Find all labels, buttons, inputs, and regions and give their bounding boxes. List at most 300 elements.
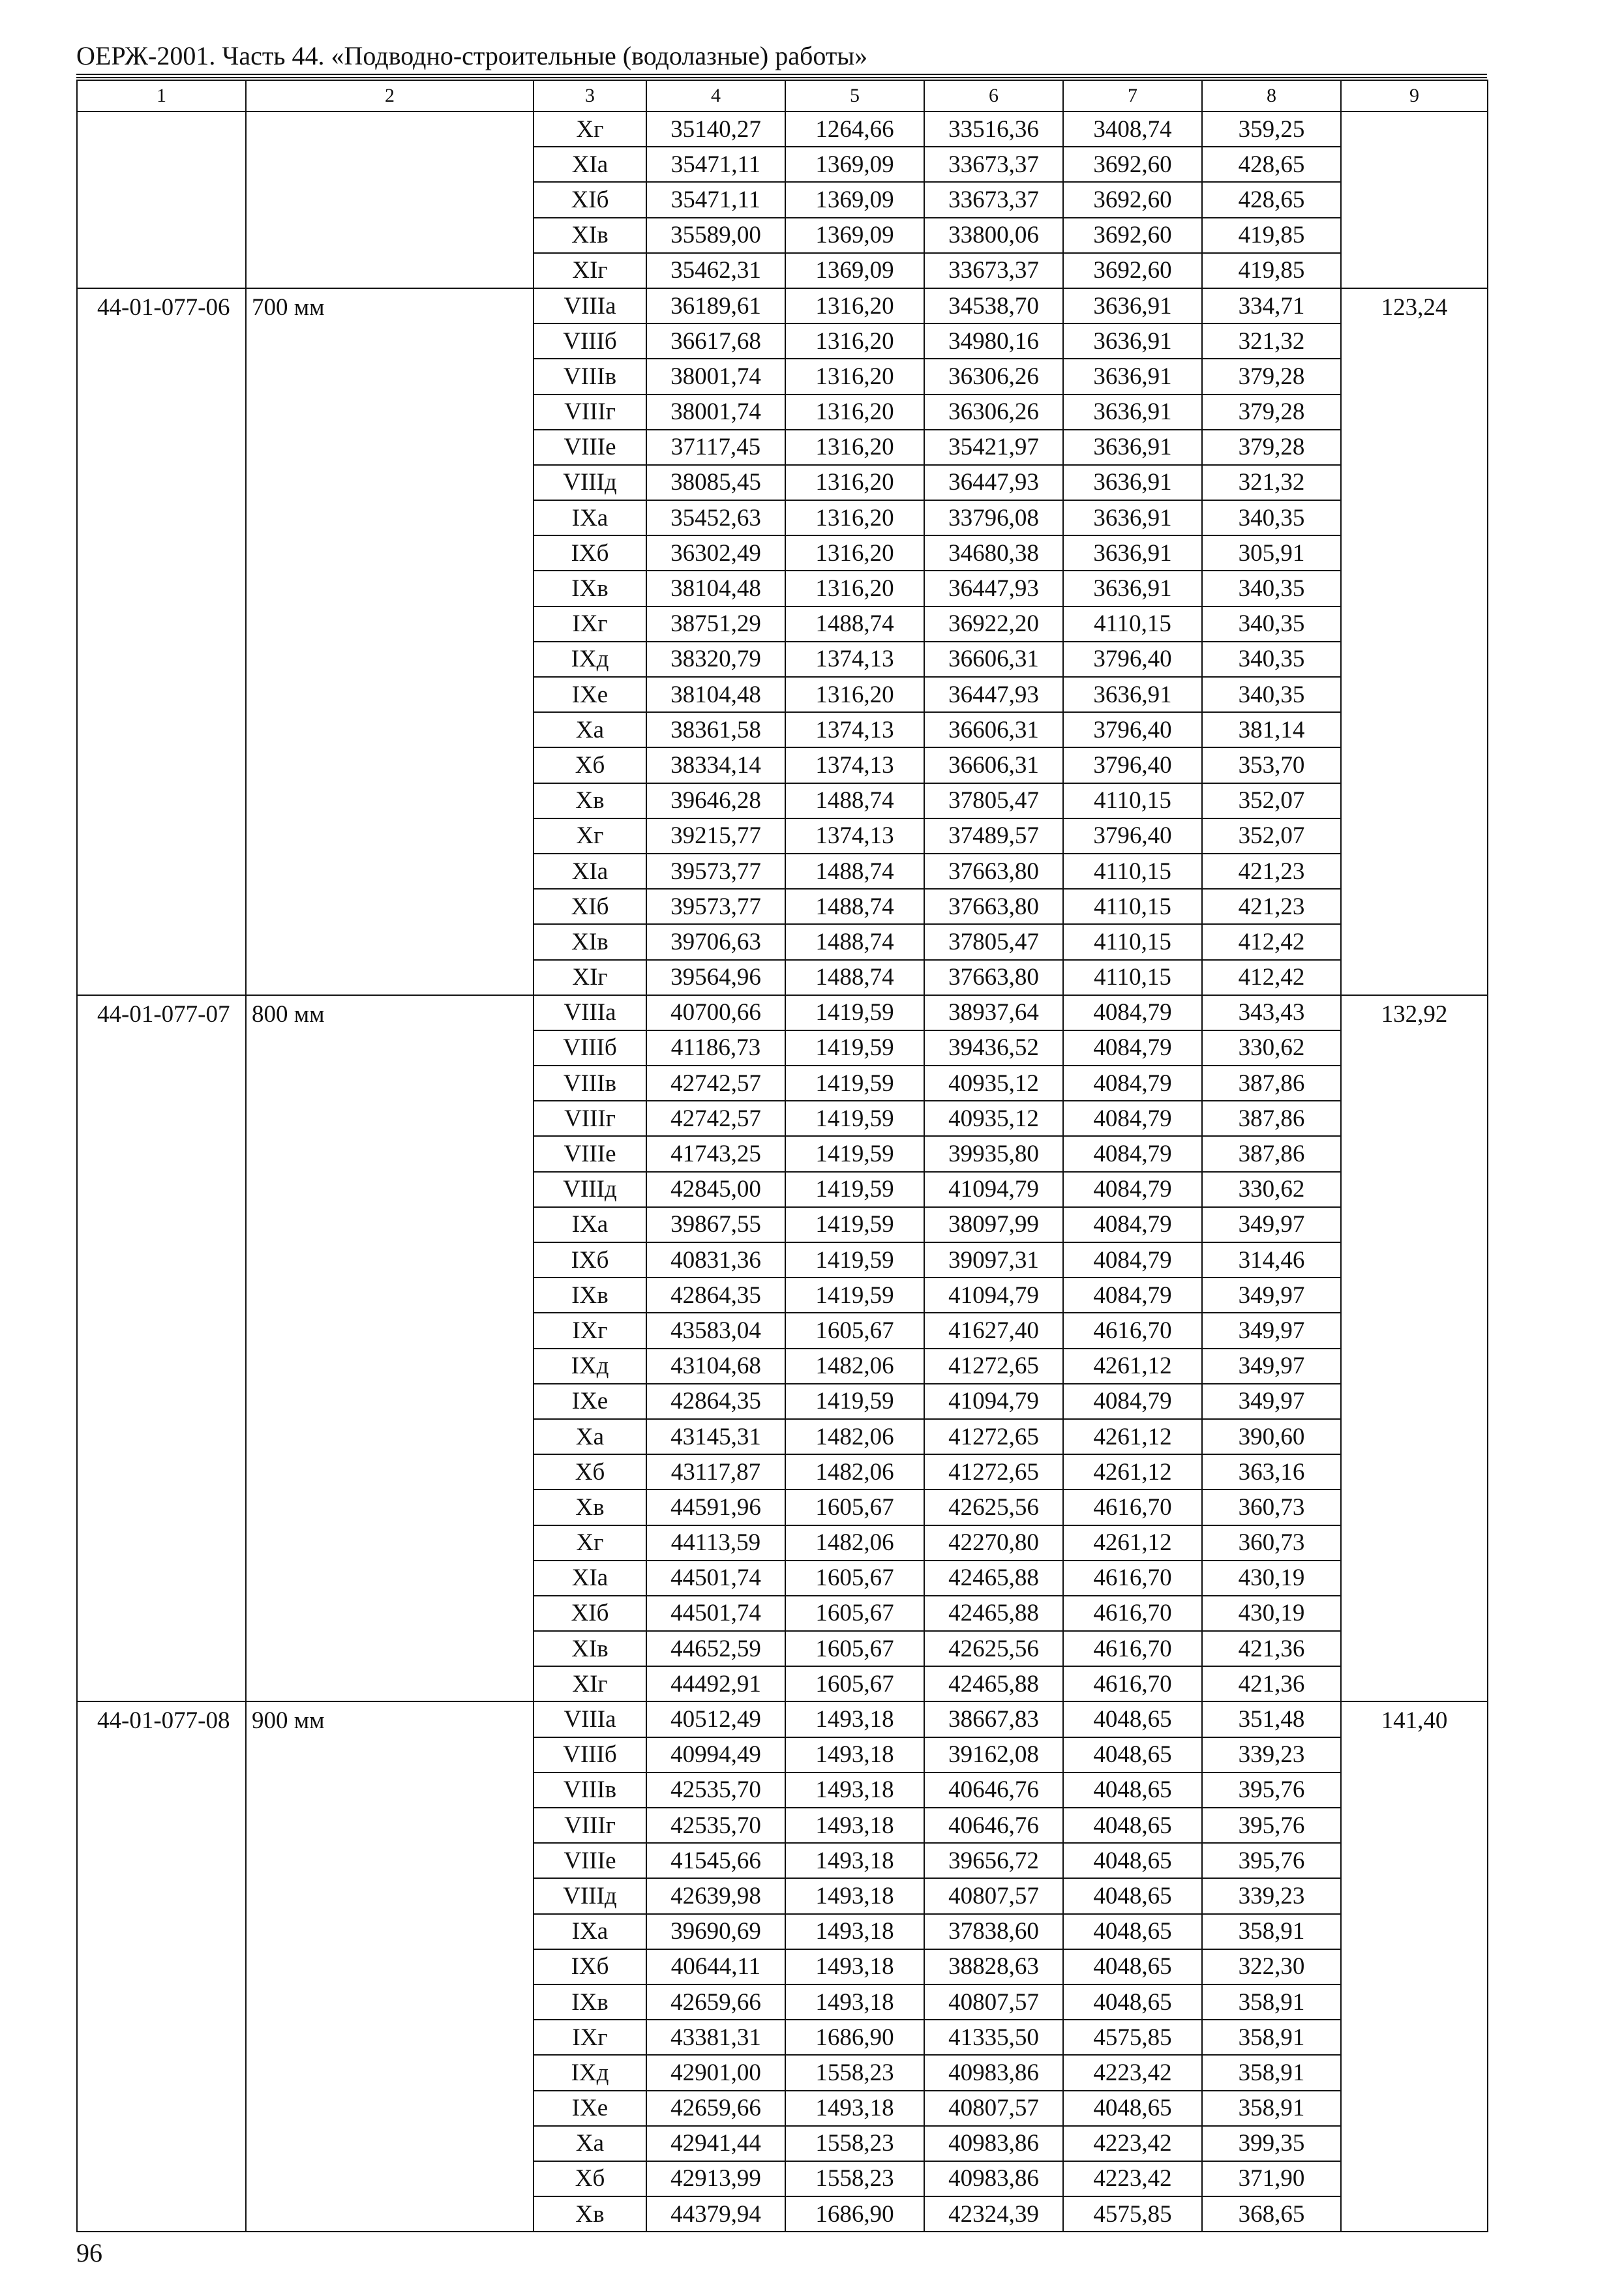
wages-cell: 1374,13 bbox=[785, 818, 924, 854]
materials-cell: 371,90 bbox=[1202, 2161, 1341, 2196]
machine-cost-cell: 38937,64 bbox=[924, 995, 1063, 1030]
total-cost-cell: 36617,68 bbox=[646, 323, 785, 359]
machine-cost-cell: 42625,56 bbox=[924, 1489, 1063, 1525]
wages-cell: 1482,06 bbox=[785, 1454, 924, 1489]
wages-cell: 1419,59 bbox=[785, 995, 924, 1030]
wages-cell: 1493,18 bbox=[785, 1984, 924, 2020]
operator-wages-cell: 3636,91 bbox=[1063, 677, 1202, 712]
machine-cost-cell: 42465,88 bbox=[924, 1561, 1063, 1596]
materials-cell: 349,97 bbox=[1202, 1313, 1341, 1348]
materials-cell: 421,23 bbox=[1202, 889, 1341, 924]
wages-cell: 1374,13 bbox=[785, 747, 924, 783]
materials-cell: 387,86 bbox=[1202, 1136, 1341, 1171]
zone-cell: VIIIг bbox=[534, 1808, 646, 1843]
materials-cell: 358,91 bbox=[1202, 2055, 1341, 2090]
total-cost-cell: 43117,87 bbox=[646, 1454, 785, 1489]
zone-cell: VIIIд bbox=[534, 465, 646, 500]
column-number: 7 bbox=[1063, 80, 1202, 112]
operator-wages-cell: 3796,40 bbox=[1063, 642, 1202, 677]
operator-wages-cell: 3796,40 bbox=[1063, 818, 1202, 854]
zone-cell: IXд bbox=[534, 2055, 646, 2090]
wages-cell: 1493,18 bbox=[785, 1914, 924, 1949]
total-cost-cell: 42535,70 bbox=[646, 1808, 785, 1843]
machine-cost-cell: 36447,93 bbox=[924, 571, 1063, 606]
machine-cost-cell: 41094,79 bbox=[924, 1172, 1063, 1207]
machine-cost-cell: 40983,86 bbox=[924, 2161, 1063, 2196]
operator-wages-cell: 4110,15 bbox=[1063, 854, 1202, 889]
wages-cell: 1316,20 bbox=[785, 571, 924, 606]
total-cost-cell: 41545,66 bbox=[646, 1843, 785, 1878]
machine-cost-cell: 40983,86 bbox=[924, 2126, 1063, 2161]
wages-cell: 1488,74 bbox=[785, 606, 924, 642]
wages-cell: 1558,23 bbox=[785, 2161, 924, 2196]
zone-cell: VIIIе bbox=[534, 430, 646, 465]
operator-wages-cell: 4575,85 bbox=[1063, 2020, 1202, 2055]
wages-cell: 1686,90 bbox=[785, 2196, 924, 2232]
materials-cell: 340,35 bbox=[1202, 606, 1341, 642]
materials-cell: 379,28 bbox=[1202, 430, 1341, 465]
operator-wages-cell: 3636,91 bbox=[1063, 288, 1202, 323]
machine-cost-cell: 34538,70 bbox=[924, 288, 1063, 323]
operator-wages-cell: 4048,65 bbox=[1063, 1737, 1202, 1773]
total-cost-cell: 42659,66 bbox=[646, 1984, 785, 2020]
operator-wages-cell: 4084,79 bbox=[1063, 1030, 1202, 1066]
total-cost-cell: 37117,45 bbox=[646, 430, 785, 465]
materials-cell: 349,97 bbox=[1202, 1207, 1341, 1242]
wages-cell: 1369,09 bbox=[785, 182, 924, 217]
wages-cell: 1419,59 bbox=[785, 1136, 924, 1171]
machine-cost-cell: 37663,80 bbox=[924, 854, 1063, 889]
operator-wages-cell: 4110,15 bbox=[1063, 783, 1202, 818]
wages-cell: 1316,20 bbox=[785, 430, 924, 465]
materials-cell: 352,07 bbox=[1202, 783, 1341, 818]
zone-cell: VIIIг bbox=[534, 1101, 646, 1136]
materials-cell: 343,43 bbox=[1202, 995, 1341, 1030]
machine-cost-cell: 40807,57 bbox=[924, 1984, 1063, 2020]
materials-cell: 428,65 bbox=[1202, 147, 1341, 182]
total-cost-cell: 40831,36 bbox=[646, 1242, 785, 1278]
operator-wages-cell: 4048,65 bbox=[1063, 1773, 1202, 1808]
machine-cost-cell: 37805,47 bbox=[924, 783, 1063, 818]
zone-cell: IXв bbox=[534, 1984, 646, 2020]
table-row bbox=[77, 288, 1488, 323]
operator-wages-cell: 4084,79 bbox=[1063, 995, 1202, 1030]
total-cost-cell: 40994,49 bbox=[646, 1737, 785, 1773]
wages-cell: 1493,18 bbox=[785, 1701, 924, 1737]
zone-cell: IXб bbox=[534, 1949, 646, 1984]
operator-wages-cell: 4084,79 bbox=[1063, 1066, 1202, 1101]
machine-cost-cell: 33800,06 bbox=[924, 218, 1063, 253]
zone-cell: Xб bbox=[534, 1454, 646, 1489]
machine-cost-cell: 40935,12 bbox=[924, 1066, 1063, 1101]
zone-cell: XIг bbox=[534, 253, 646, 288]
machine-cost-cell: 33796,08 bbox=[924, 500, 1063, 535]
materials-cell: 358,91 bbox=[1202, 2091, 1341, 2126]
materials-cell: 349,97 bbox=[1202, 1384, 1341, 1419]
total-cost-cell: 44652,59 bbox=[646, 1631, 785, 1666]
machine-cost-cell: 42625,56 bbox=[924, 1631, 1063, 1666]
total-cost-cell: 44501,74 bbox=[646, 1596, 785, 1631]
wages-cell: 1482,06 bbox=[785, 1419, 924, 1454]
zone-cell: Xв bbox=[534, 1489, 646, 1525]
wages-cell: 1482,06 bbox=[785, 1525, 924, 1561]
zone-cell: Xг bbox=[534, 112, 646, 147]
total-cost-cell: 42639,98 bbox=[646, 1878, 785, 1913]
zone-cell: Xб bbox=[534, 747, 646, 783]
materials-cell: 419,85 bbox=[1202, 218, 1341, 253]
machine-cost-cell: 37663,80 bbox=[924, 889, 1063, 924]
operator-wages-cell: 3692,60 bbox=[1063, 218, 1202, 253]
operator-wages-cell: 4261,12 bbox=[1063, 1454, 1202, 1489]
zone-cell: Xа bbox=[534, 1419, 646, 1454]
rate-code-cell: 44-01-077-08 bbox=[77, 1701, 246, 2232]
materials-cell: 363,16 bbox=[1202, 1454, 1341, 1489]
zone-cell: VIIIе bbox=[534, 1843, 646, 1878]
total-cost-cell: 35140,27 bbox=[646, 112, 785, 147]
operator-wages-cell: 4084,79 bbox=[1063, 1242, 1202, 1278]
column-number: 2 bbox=[246, 80, 534, 112]
total-cost-cell: 44501,74 bbox=[646, 1561, 785, 1596]
wages-cell: 1264,66 bbox=[785, 112, 924, 147]
zone-cell: IXе bbox=[534, 2091, 646, 2126]
machine-cost-cell: 40807,57 bbox=[924, 1878, 1063, 1913]
total-cost-cell: 42742,57 bbox=[646, 1101, 785, 1136]
operator-wages-cell: 4110,15 bbox=[1063, 889, 1202, 924]
wages-cell: 1374,13 bbox=[785, 642, 924, 677]
rate-name-cell: 800 мм bbox=[246, 995, 534, 1702]
materials-cell: 399,35 bbox=[1202, 2126, 1341, 2161]
operator-wages-cell: 4048,65 bbox=[1063, 1949, 1202, 1984]
zone-cell: IXа bbox=[534, 1914, 646, 1949]
total-cost-cell: 44492,91 bbox=[646, 1666, 785, 1701]
wages-cell: 1493,18 bbox=[785, 1843, 924, 1878]
machine-cost-cell: 40983,86 bbox=[924, 2055, 1063, 2090]
machine-cost-cell: 36922,20 bbox=[924, 606, 1063, 642]
total-cost-cell: 42535,70 bbox=[646, 1773, 785, 1808]
wages-cell: 1493,18 bbox=[785, 1878, 924, 1913]
materials-cell: 379,28 bbox=[1202, 395, 1341, 430]
total-cost-cell: 39646,28 bbox=[646, 783, 785, 818]
total-cost-cell: 42845,00 bbox=[646, 1172, 785, 1207]
column-number: 3 bbox=[534, 80, 646, 112]
machine-cost-cell: 38097,99 bbox=[924, 1207, 1063, 1242]
materials-cell: 395,76 bbox=[1202, 1808, 1341, 1843]
wages-cell: 1605,67 bbox=[785, 1666, 924, 1701]
materials-cell: 339,23 bbox=[1202, 1737, 1341, 1773]
materials-cell: 387,86 bbox=[1202, 1101, 1341, 1136]
total-cost-cell: 41186,73 bbox=[646, 1030, 785, 1066]
materials-cell: 353,70 bbox=[1202, 747, 1341, 783]
table-body bbox=[77, 80, 1488, 2232]
total-cost-cell: 42864,35 bbox=[646, 1278, 785, 1313]
wages-cell: 1605,67 bbox=[785, 1561, 924, 1596]
wages-cell: 1558,23 bbox=[785, 2055, 924, 2090]
operator-wages-cell: 3408,74 bbox=[1063, 112, 1202, 147]
machine-cost-cell: 42270,80 bbox=[924, 1525, 1063, 1561]
operator-wages-cell: 3636,91 bbox=[1063, 395, 1202, 430]
wages-cell: 1419,59 bbox=[785, 1030, 924, 1066]
zone-cell: VIIIв bbox=[534, 359, 646, 394]
materials-cell: 359,25 bbox=[1202, 112, 1341, 147]
wages-cell: 1605,67 bbox=[785, 1313, 924, 1348]
operator-wages-cell: 4084,79 bbox=[1063, 1278, 1202, 1313]
rate-name-cell: 900 мм bbox=[246, 1701, 534, 2232]
materials-cell: 334,71 bbox=[1202, 288, 1341, 323]
zone-cell: IXа bbox=[534, 500, 646, 535]
wages-cell: 1686,90 bbox=[785, 2020, 924, 2055]
machine-cost-cell: 42465,88 bbox=[924, 1666, 1063, 1701]
operator-wages-cell: 4223,42 bbox=[1063, 2055, 1202, 2090]
zone-cell: VIIIа bbox=[534, 288, 646, 323]
materials-cell: 358,91 bbox=[1202, 2020, 1341, 2055]
total-cost-cell: 42901,00 bbox=[646, 2055, 785, 2090]
labor-cost-cell: 123,24 bbox=[1341, 288, 1488, 995]
operator-wages-cell: 4048,65 bbox=[1063, 1843, 1202, 1878]
materials-cell: 321,32 bbox=[1202, 465, 1341, 500]
machine-cost-cell: 41272,65 bbox=[924, 1349, 1063, 1384]
operator-wages-cell: 4084,79 bbox=[1063, 1207, 1202, 1242]
machine-cost-cell: 40646,76 bbox=[924, 1808, 1063, 1843]
materials-cell: 340,35 bbox=[1202, 500, 1341, 535]
total-cost-cell: 39215,77 bbox=[646, 818, 785, 854]
machine-cost-cell: 33673,37 bbox=[924, 182, 1063, 217]
machine-cost-cell: 37663,80 bbox=[924, 960, 1063, 995]
machine-cost-cell: 42324,39 bbox=[924, 2196, 1063, 2232]
materials-cell: 368,65 bbox=[1202, 2196, 1341, 2232]
operator-wages-cell: 4110,15 bbox=[1063, 924, 1202, 959]
wages-cell: 1419,59 bbox=[785, 1207, 924, 1242]
total-cost-cell: 43381,31 bbox=[646, 2020, 785, 2055]
machine-cost-cell: 36606,31 bbox=[924, 642, 1063, 677]
machine-cost-cell: 40935,12 bbox=[924, 1101, 1063, 1136]
wages-cell: 1488,74 bbox=[785, 960, 924, 995]
machine-cost-cell: 36606,31 bbox=[924, 747, 1063, 783]
column-number: 1 bbox=[77, 80, 246, 112]
total-cost-cell: 38320,79 bbox=[646, 642, 785, 677]
wages-cell: 1316,20 bbox=[785, 500, 924, 535]
zone-cell: VIIIб bbox=[534, 1737, 646, 1773]
wages-cell: 1493,18 bbox=[785, 1773, 924, 1808]
materials-cell: 412,42 bbox=[1202, 960, 1341, 995]
total-cost-cell: 35462,31 bbox=[646, 253, 785, 288]
machine-cost-cell: 35421,97 bbox=[924, 430, 1063, 465]
operator-wages-cell: 4084,79 bbox=[1063, 1136, 1202, 1171]
total-cost-cell: 42864,35 bbox=[646, 1384, 785, 1419]
materials-cell: 428,65 bbox=[1202, 182, 1341, 217]
machine-cost-cell: 41094,79 bbox=[924, 1384, 1063, 1419]
machine-cost-cell: 41335,50 bbox=[924, 2020, 1063, 2055]
header-rule bbox=[76, 74, 1487, 75]
operator-wages-cell: 3692,60 bbox=[1063, 147, 1202, 182]
zone-cell: IXд bbox=[534, 642, 646, 677]
rate-code-cell: 44-01-077-06 bbox=[77, 288, 246, 995]
total-cost-cell: 42742,57 bbox=[646, 1066, 785, 1101]
table-row bbox=[77, 1701, 1488, 1737]
operator-wages-cell: 3636,91 bbox=[1063, 323, 1202, 359]
materials-cell: 358,91 bbox=[1202, 1914, 1341, 1949]
operator-wages-cell: 4048,65 bbox=[1063, 2091, 1202, 2126]
operator-wages-cell: 4223,42 bbox=[1063, 2161, 1202, 2196]
total-cost-cell: 43583,04 bbox=[646, 1313, 785, 1348]
materials-cell: 430,19 bbox=[1202, 1561, 1341, 1596]
operator-wages-cell: 4261,12 bbox=[1063, 1419, 1202, 1454]
operator-wages-cell: 4048,65 bbox=[1063, 1808, 1202, 1843]
total-cost-cell: 44591,96 bbox=[646, 1489, 785, 1525]
operator-wages-cell: 4084,79 bbox=[1063, 1101, 1202, 1136]
zone-cell: IXб bbox=[534, 1242, 646, 1278]
materials-cell: 395,76 bbox=[1202, 1843, 1341, 1878]
total-cost-cell: 35452,63 bbox=[646, 500, 785, 535]
materials-cell: 387,86 bbox=[1202, 1066, 1341, 1101]
wages-cell: 1316,20 bbox=[785, 359, 924, 394]
labor-cost-cell bbox=[1341, 112, 1488, 288]
zone-cell: VIIIг bbox=[534, 395, 646, 430]
total-cost-cell: 44379,94 bbox=[646, 2196, 785, 2232]
total-cost-cell: 40644,11 bbox=[646, 1949, 785, 1984]
wages-cell: 1558,23 bbox=[785, 2126, 924, 2161]
materials-cell: 340,35 bbox=[1202, 677, 1341, 712]
machine-cost-cell: 36306,26 bbox=[924, 359, 1063, 394]
total-cost-cell: 39690,69 bbox=[646, 1914, 785, 1949]
machine-cost-cell: 41272,65 bbox=[924, 1419, 1063, 1454]
zone-cell: VIIIб bbox=[534, 1030, 646, 1066]
total-cost-cell: 35589,00 bbox=[646, 218, 785, 253]
total-cost-cell: 43145,31 bbox=[646, 1419, 785, 1454]
materials-cell: 340,35 bbox=[1202, 642, 1341, 677]
wages-cell: 1419,59 bbox=[785, 1066, 924, 1101]
wages-cell: 1488,74 bbox=[785, 854, 924, 889]
machine-cost-cell: 34980,16 bbox=[924, 323, 1063, 359]
column-number: 9 bbox=[1341, 80, 1488, 112]
operator-wages-cell: 4084,79 bbox=[1063, 1384, 1202, 1419]
total-cost-cell: 38334,14 bbox=[646, 747, 785, 783]
machine-cost-cell: 36447,93 bbox=[924, 465, 1063, 500]
labor-cost-cell: 132,92 bbox=[1341, 995, 1488, 1702]
wages-cell: 1316,20 bbox=[785, 288, 924, 323]
wages-cell: 1316,20 bbox=[785, 465, 924, 500]
wages-cell: 1493,18 bbox=[785, 2091, 924, 2126]
operator-wages-cell: 4048,65 bbox=[1063, 1914, 1202, 1949]
zone-cell: IXд bbox=[534, 1349, 646, 1384]
materials-cell: 349,97 bbox=[1202, 1278, 1341, 1313]
operator-wages-cell: 4616,70 bbox=[1063, 1561, 1202, 1596]
machine-cost-cell: 39097,31 bbox=[924, 1242, 1063, 1278]
materials-cell: 322,30 bbox=[1202, 1949, 1341, 1984]
machine-cost-cell: 33673,37 bbox=[924, 253, 1063, 288]
materials-cell: 360,73 bbox=[1202, 1525, 1341, 1561]
zone-cell: Xв bbox=[534, 2196, 646, 2232]
page-header: ОЕРЖ-2001. Часть 44. «Подводно-строительные (водолазные) работы» bbox=[76, 41, 868, 70]
operator-wages-cell: 3636,91 bbox=[1063, 535, 1202, 571]
wages-cell: 1605,67 bbox=[785, 1596, 924, 1631]
wages-cell: 1369,09 bbox=[785, 218, 924, 253]
wages-cell: 1493,18 bbox=[785, 1737, 924, 1773]
materials-cell: 381,14 bbox=[1202, 712, 1341, 747]
materials-cell: 339,23 bbox=[1202, 1878, 1341, 1913]
materials-cell: 419,85 bbox=[1202, 253, 1341, 288]
materials-cell: 360,73 bbox=[1202, 1489, 1341, 1525]
operator-wages-cell: 3636,91 bbox=[1063, 571, 1202, 606]
zone-cell: IXа bbox=[534, 1207, 646, 1242]
operator-wages-cell: 4048,65 bbox=[1063, 1701, 1202, 1737]
table-row bbox=[77, 112, 1488, 147]
operator-wages-cell: 4616,70 bbox=[1063, 1313, 1202, 1348]
zone-cell: VIIIе bbox=[534, 1136, 646, 1171]
total-cost-cell: 35471,11 bbox=[646, 147, 785, 182]
machine-cost-cell: 40646,76 bbox=[924, 1773, 1063, 1808]
zone-cell: VIIIв bbox=[534, 1066, 646, 1101]
total-cost-cell: 44113,59 bbox=[646, 1525, 785, 1561]
page-number: 96 bbox=[76, 2238, 102, 2267]
zone-cell: XIв bbox=[534, 218, 646, 253]
column-number: 8 bbox=[1202, 80, 1341, 112]
operator-wages-cell: 3636,91 bbox=[1063, 500, 1202, 535]
wages-cell: 1488,74 bbox=[785, 924, 924, 959]
total-cost-cell: 38104,48 bbox=[646, 677, 785, 712]
materials-cell: 421,36 bbox=[1202, 1631, 1341, 1666]
total-cost-cell: 39573,77 bbox=[646, 854, 785, 889]
operator-wages-cell: 4223,42 bbox=[1063, 2126, 1202, 2161]
machine-cost-cell: 41627,40 bbox=[924, 1313, 1063, 1348]
machine-cost-cell: 34680,38 bbox=[924, 535, 1063, 571]
zone-cell: VIIIа bbox=[534, 995, 646, 1030]
operator-wages-cell: 3636,91 bbox=[1063, 465, 1202, 500]
machine-cost-cell: 41094,79 bbox=[924, 1278, 1063, 1313]
zone-cell: Xб bbox=[534, 2161, 646, 2196]
wages-cell: 1605,67 bbox=[785, 1631, 924, 1666]
zone-cell: IXе bbox=[534, 677, 646, 712]
zone-cell: Xа bbox=[534, 2126, 646, 2161]
wages-cell: 1493,18 bbox=[785, 1808, 924, 1843]
wages-cell: 1419,59 bbox=[785, 1384, 924, 1419]
operator-wages-cell: 4616,70 bbox=[1063, 1666, 1202, 1701]
zone-cell: IXг bbox=[534, 606, 646, 642]
total-cost-cell: 39867,55 bbox=[646, 1207, 785, 1242]
wages-cell: 1488,74 bbox=[785, 783, 924, 818]
materials-cell: 305,91 bbox=[1202, 535, 1341, 571]
zone-cell: XIг bbox=[534, 1666, 646, 1701]
header-rule-double bbox=[76, 77, 1487, 78]
operator-wages-cell: 3636,91 bbox=[1063, 359, 1202, 394]
operator-wages-cell: 3692,60 bbox=[1063, 253, 1202, 288]
operator-wages-cell: 4261,12 bbox=[1063, 1349, 1202, 1384]
machine-cost-cell: 38667,83 bbox=[924, 1701, 1063, 1737]
rate-code-cell bbox=[77, 112, 246, 288]
operator-wages-cell: 4616,70 bbox=[1063, 1489, 1202, 1525]
zone-cell: Xг bbox=[534, 1525, 646, 1561]
operator-wages-cell: 4616,70 bbox=[1063, 1631, 1202, 1666]
labor-cost-cell: 141,40 bbox=[1341, 1701, 1488, 2232]
zone-cell: IXв bbox=[534, 571, 646, 606]
materials-cell: 321,32 bbox=[1202, 323, 1341, 359]
zone-cell: IXв bbox=[534, 1278, 646, 1313]
materials-cell: 314,46 bbox=[1202, 1242, 1341, 1278]
operator-wages-cell: 4084,79 bbox=[1063, 1172, 1202, 1207]
total-cost-cell: 40512,49 bbox=[646, 1701, 785, 1737]
wages-cell: 1374,13 bbox=[785, 712, 924, 747]
zone-cell: XIв bbox=[534, 1631, 646, 1666]
machine-cost-cell: 39656,72 bbox=[924, 1843, 1063, 1878]
machine-cost-cell: 39162,08 bbox=[924, 1737, 1063, 1773]
column-number-row bbox=[77, 80, 1488, 112]
wages-cell: 1369,09 bbox=[785, 253, 924, 288]
materials-cell: 330,62 bbox=[1202, 1030, 1341, 1066]
total-cost-cell: 40700,66 bbox=[646, 995, 785, 1030]
materials-cell: 351,48 bbox=[1202, 1701, 1341, 1737]
wages-cell: 1419,59 bbox=[785, 1101, 924, 1136]
total-cost-cell: 38085,45 bbox=[646, 465, 785, 500]
total-cost-cell: 38751,29 bbox=[646, 606, 785, 642]
